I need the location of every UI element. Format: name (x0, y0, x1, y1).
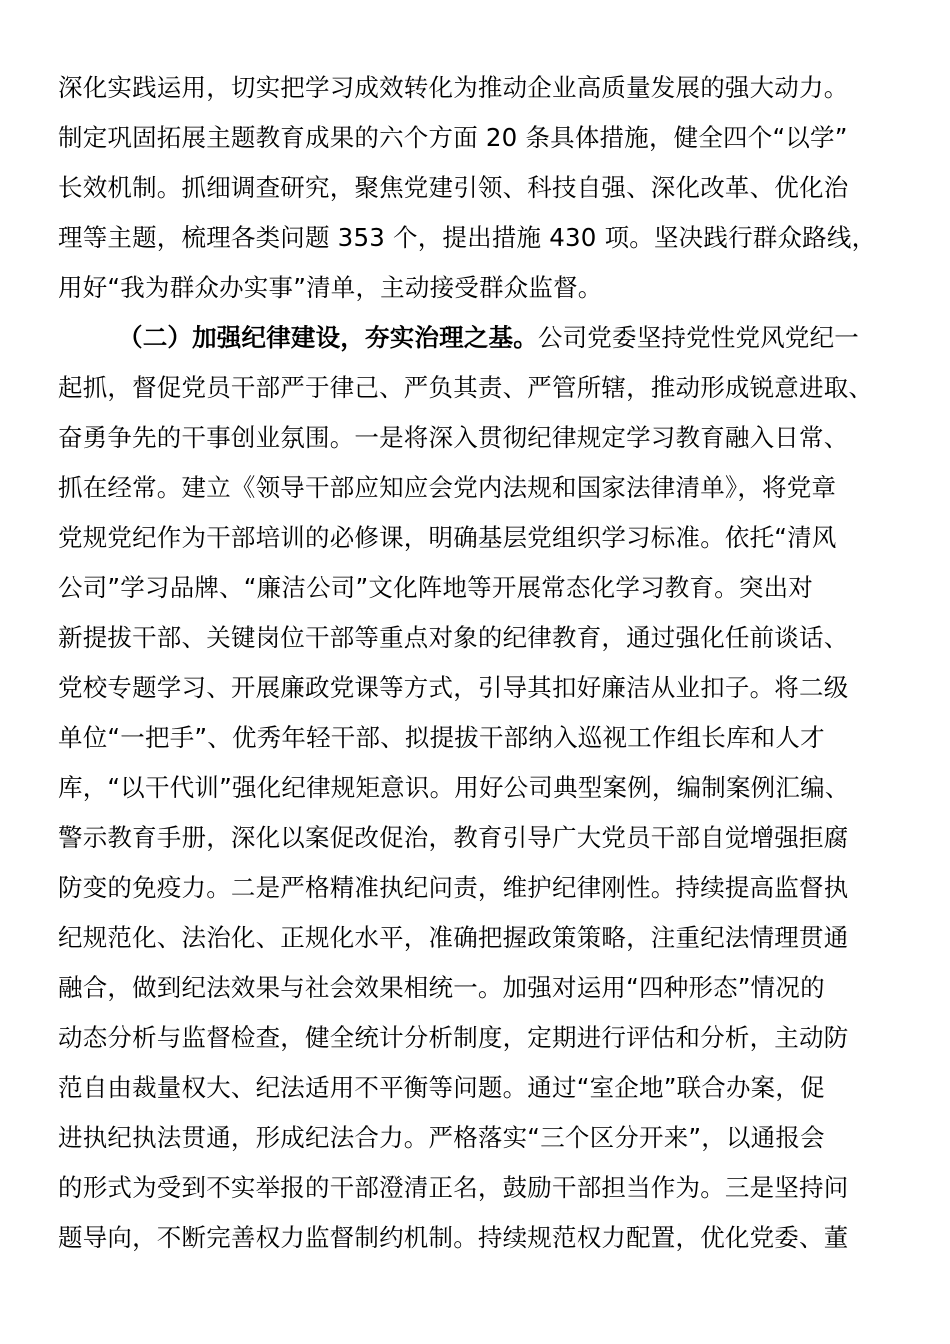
text-line-11: 新提拔干部、关键岗位干部等重点对象的纪律教育，通过强化任前谈话、 (58, 623, 849, 652)
text-line-9: 党规党纪作为干部培训的必修课，明确基层党组织学习标准。依托“清风 (58, 523, 837, 552)
text-line-16: 防变的免疫力。二是严格精准执纪问责，维护纪律刚性。持续提高监督执 (58, 873, 849, 902)
text-line-6: 起抓，督促党员干部严于律己、严负其责、严管所辖，推动形成锐意进取、 (58, 373, 874, 402)
text-line-12: 党校专题学习、开展廉政党课等方式，引导其扣好廉洁从业扣子。将二级 (58, 673, 849, 702)
text-line-2: 制定巩固拓展主题教育成果的六个方面 20 条具体措施，健全四个“以学” (58, 123, 848, 152)
text-line-15: 警示教育手册，深化以案促改促治，教育引导广大党员干部自觉增强拒腐 (58, 823, 849, 852)
text-line-14: 库，“以干代训”强化纪律规矩意识。用好公司典型案例，编制案例汇编、 (58, 773, 850, 802)
text-line-8: 抓在经常。建立《领导干部应知应会党内法规和国家法律清单》，将党章 (58, 473, 837, 502)
section-heading-continuation: 公司党委坚持党性党风党纪一 (537, 323, 860, 352)
text-line-22: 的形式为受到不实举报的干部澄清正名，鼓励干部担当作为。三是坚持问 (58, 1173, 849, 1202)
text-line-20: 范自由裁量权大、纪法适用不平衡等问题。通过“室企地”联合办案，促 (58, 1073, 825, 1102)
text-line-7: 奋勇争先的干事创业氛围。一是将深入贯彻纪律规定学习教育融入日常、 (58, 423, 849, 452)
text-line-4: 理等主题，梳理各类问题 353 个，提出措施 430 项。坚决践行群众路线， (58, 223, 877, 252)
text-line-1: 深化实践运用，切实把学习成效转化为推动企业高质量发展的强大动力。 (58, 73, 849, 102)
text-line-21: 进执纪执法贯通，形成纪法合力。严格落实“三个区分开来”，以通报会 (58, 1123, 825, 1152)
text-line-17: 纪规范化、法治化、正规化水平，准确把握政策策略，注重纪法情理贯通 (58, 923, 849, 952)
text-line-5: 用好“我为群众办实事”清单，主动接受群众监督。 (58, 273, 603, 302)
section-heading: （二）加强纪律建设，夯实治理之基。 (118, 323, 538, 352)
text-line-3: 长效机制。抓细调查研究，聚焦党建引领、科技自强、深化改革、优化治 (58, 173, 849, 202)
section-heading-line (118, 318, 859, 358)
text-line-18: 融合，做到纪法效果与社会效果相统一。加强对运用“四种形态”情况的 (58, 973, 825, 1002)
text-line-23: 题导向，不断完善权力监督制约机制。持续规范权力配置，优化党委、董 (58, 1223, 849, 1252)
text-line-13: 单位“一把手”、优秀年轻干部、拟提拔干部纳入巡视工作组长库和人才 (58, 723, 825, 752)
text-line-10: 公司”学习品牌、“廉洁公司”文化阵地等开展常态化学习教育。突出对 (58, 573, 813, 602)
text-line-19: 动态分析与监督检查，健全统计分析制度，定期进行评估和分析，主动防 (58, 1023, 849, 1052)
